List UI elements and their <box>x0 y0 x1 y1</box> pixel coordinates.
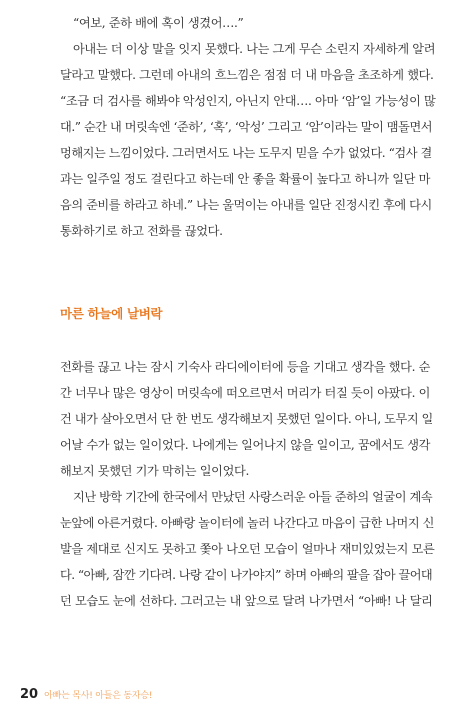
text-line: 발을 제대로 신지도 못하고 쫓아 나오던 모습이 얼마나 재미있었는지 모른 <box>60 542 435 556</box>
page-footer <box>20 687 152 702</box>
text-line: “여보, 준하 배에 혹이 생겼어….” <box>73 16 244 30</box>
text-line: 해보지 못했던 기가 막히는 일이었다. <box>60 464 249 478</box>
text-line: 대.” 순간 내 머릿속엔 ‘준하’, ‘혹’, ‘악성’ 그리고 ‘암’이라는 말이 맴돌면서 <box>60 120 433 134</box>
section-heading: 마른 하늘에 날벼락 <box>60 306 163 321</box>
text-line: 통화하기로 하고 전화를 끊었다. <box>60 224 223 238</box>
text-line: 멍해지는 느낌이었다. 그러면서도 나는 도무지 믿을 수가 없었다. “검사 결 <box>60 146 432 160</box>
text-line: 눈앞에 아른거렸다. 아빠랑 놀이터에 놀러 나간다고 마음이 급한 나머지 신 <box>60 516 434 530</box>
body-text-section-2 <box>60 354 435 614</box>
text-line: 아내는 더 이상 말을 잇지 못했다. 나는 그게 무슨 소린지 자세하게 알려 <box>73 42 436 56</box>
text-line: 지난 방학 기간에 한국에서 만났던 사랑스러운 아들 준하의 얼굴이 계속 <box>73 490 433 504</box>
page-number: 20 <box>20 687 39 702</box>
text-line: 다. “아빠, 잠깐 기다려. 나랑 같이 나가야지” 하며 아빠의 팔을 잡아 끌어대 <box>60 568 433 582</box>
body-text-section-1 <box>60 10 435 244</box>
text-line: “조금 더 검사를 해봐야 악성인지, 아닌지 안대…. 아마 ‘암’일 가능성이 많 <box>60 94 436 108</box>
text-line: 달라고 말했다. 그런데 아내의 흐느낌은 점점 더 내 마음을 초조하게 했다. <box>60 68 434 82</box>
text-line: 건 내가 살아오면서 단 한 번도 생각해보지 못했던 일이다. 아니, 도무지 일 <box>60 412 433 426</box>
text-line: 간 너무나 많은 영상이 머릿속에 떠오르면서 머리가 터질 듯이 아팠다. 이 <box>60 386 431 400</box>
text-line: 던 모습도 눈에 선하다. 그러고는 내 앞으로 달려 나가면서 “아빠! 나 달리 <box>60 594 433 608</box>
text-line: 어날 수가 없는 일이었다. 나에게는 일어나지 않을 일이고, 꿈에서도 생각 <box>60 438 431 452</box>
text-line: 전화를 끊고 나는 잠시 기숙사 라디에이터에 등을 기대고 생각을 했다. 순 <box>60 360 431 374</box>
text-line: 음의 준비를 하라고 하네.” 나는 울먹이는 아내를 일단 진정시킨 후에 다시 <box>60 198 432 212</box>
text-line: 과는 일주일 정도 걸린다고 하는데 안 좋을 확률이 높다고 하니까 일단 마 <box>60 172 431 186</box>
running-title: 아빠는 목사! 아들은 동자승! <box>44 691 153 701</box>
